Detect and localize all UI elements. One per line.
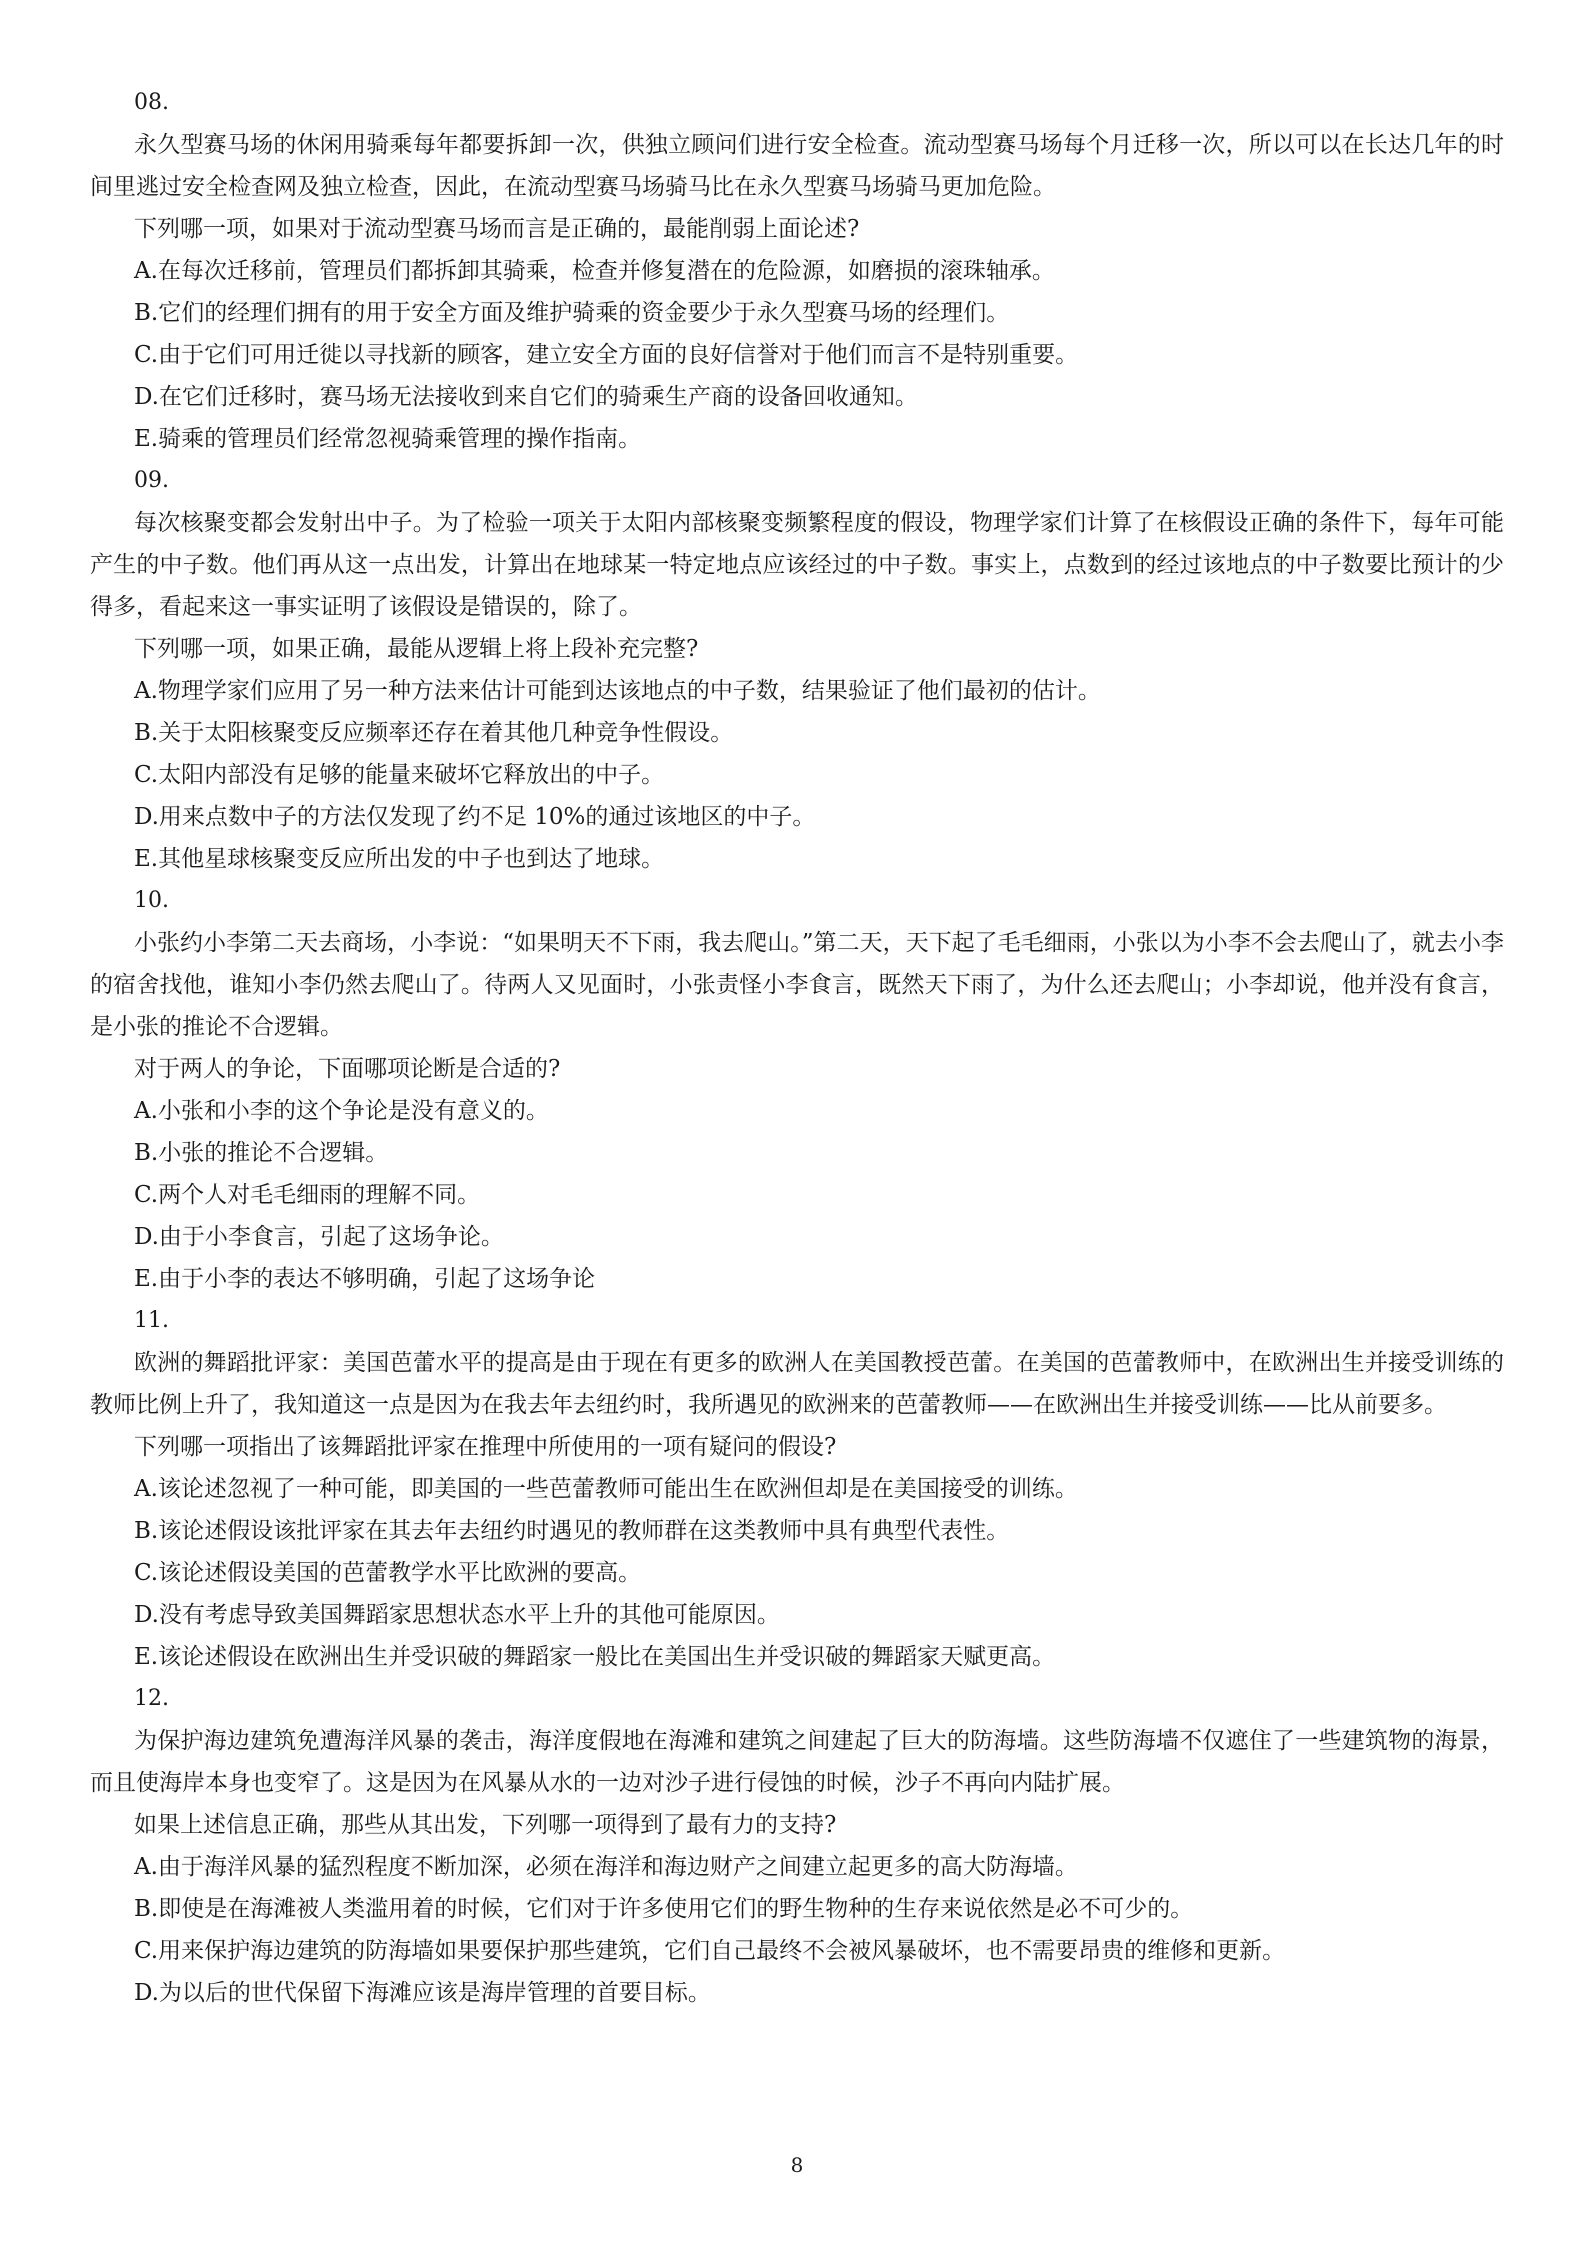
question-09 (90, 460, 1504, 880)
question-12 (90, 1678, 1504, 2014)
option-d: D.在它们迁移时，赛马场无法接收到来自它们的骑乘生产商的设备回收通知。 (134, 384, 918, 410)
option-c: C.该论述假设美国的芭蕾教学水平比欧洲的要高。 (134, 1560, 642, 1586)
option-a: A.小张和小李的这个争论是没有意义的。 (134, 1098, 549, 1124)
option-list (90, 670, 1504, 880)
page-number: 8 (790, 2153, 804, 2177)
option-list (90, 1090, 1504, 1300)
question-number: 09. (134, 468, 169, 493)
option-list (90, 1468, 1504, 1678)
option-c: C.由于它们可用迁徙以寻找新的顾客，建立安全方面的良好信誉对于他们而言不是特别重要。 (134, 342, 1079, 368)
question-prompt: 下列哪一项指出了该舞蹈批评家在推理中所使用的一项有疑问的假设? (134, 1434, 837, 1460)
option-e: E.该论述假设在欧洲出生并受识破的舞蹈家一般比在美国出生并受识破的舞蹈家天赋更高。 (134, 1644, 1056, 1670)
question-text: 每次核聚变都会发射出中子。为了检验一项关于太阳内部核聚变频繁程度的假设，物理学家们计算了在核假设正确的条件下，每年可能产生的中子数。他们再从这一点出发，计算出在地球某一特定地点应该经过的中子数。事实上，点数到的经过该地点的中子数要比预计的少得多，看起来这一事实证明了该假设是错误的，除了。 (90, 510, 1504, 620)
question-11 (90, 1300, 1504, 1678)
question-prompt: 下列哪一项，如果对于流动型赛马场而言是正确的，最能削弱上面论述? (134, 216, 860, 242)
question-prompt: 如果上述信息正确，那些从其出发，下列哪一项得到了最有力的支持? (134, 1812, 837, 1838)
option-a: A.物理学家们应用了另一种方法来估计可能到达该地点的中子数，结果验证了他们最初的估计。 (134, 678, 1101, 704)
question-number: 11. (134, 1308, 169, 1333)
option-e: E.骑乘的管理员们经常忽视骑乘管理的操作指南。 (134, 426, 642, 452)
option-c: C.两个人对毛毛细雨的理解不同。 (134, 1182, 481, 1208)
question-number: 08. (134, 90, 169, 115)
option-b: B.小张的推论不合逻辑。 (134, 1140, 389, 1166)
option-b: B.该论述假设该批评家在其去年去纽约时遇见的教师群在这类教师中具有典型代表性。 (134, 1518, 1010, 1544)
option-b: B.即使是在海滩被人类滥用着的时候，它们对于许多使用它们的野生物种的生存来说依然是必不可少的。 (134, 1896, 1194, 1922)
question-prompt: 下列哪一项，如果正确，最能从逻辑上将上段补充完整? (134, 636, 699, 662)
option-d: D.为以后的世代保留下海滩应该是海岸管理的首要目标。 (134, 1980, 711, 2006)
option-b: B.关于太阳核聚变反应频率还存在着其他几种竞争性假设。 (134, 720, 734, 746)
option-a: A.由于海洋风暴的猛烈程度不断加深，必须在海洋和海边财产之间建立起更多的高大防海墙。 (134, 1854, 1078, 1880)
option-e: E.其他星球核聚变反应所出发的中子也到达了地球。 (134, 846, 665, 872)
option-c: C.用来保护海边建筑的防海墙如果要保护那些建筑，它们自己最终不会被风暴破坏，也不需要昂贵的维修和更新。 (134, 1938, 1286, 1964)
option-list (90, 250, 1504, 460)
option-a: A.在每次迁移前，管理员们都拆卸其骑乘，检查并修复潜在的危险源，如磨损的滚珠轴承。 (134, 258, 1055, 284)
option-a: A.该论述忽视了一种可能，即美国的一些芭蕾教师可能出生在欧洲但却是在美国接受的训练。 (134, 1476, 1078, 1502)
option-b: B.它们的经理们拥有的用于安全方面及维护骑乘的资金要少于永久型赛马场的经理们。 (134, 300, 1010, 326)
question-number: 12. (134, 1686, 169, 1711)
question-text: 欧洲的舞蹈批评家：美国芭蕾水平的提高是由于现在有更多的欧洲人在美国教授芭蕾。在美国的芭蕾教师中，在欧洲出生并接受训练的教师比例上升了，我知道这一点是因为在我去年去纽约时，我所遇见的欧洲来的芭蕾教师——在欧洲出生并接受训练——比从前要多。 (90, 1350, 1504, 1418)
option-d: D.没有考虑导致美国舞蹈家思想状态水平上升的其他可能原因。 (134, 1602, 780, 1628)
question-text: 为保护海边建筑免遭海洋风暴的袭击，海洋度假地在海滩和建筑之间建起了巨大的防海墙。这些防海墙不仅遮住了一些建筑物的海景，而且使海岸本身也变窄了。这是因为在风暴从水的一边对沙子进行侵蚀的时候，沙子不再向内陆扩展。 (90, 1728, 1504, 1796)
question-number: 10. (134, 888, 169, 913)
option-list (90, 1846, 1504, 2014)
option-e: E.由于小李的表达不够明确，引起了这场争论 (134, 1266, 596, 1292)
question-text: 永久型赛马场的休闲用骑乘每年都要拆卸一次，供独立顾问们进行安全检查。流动型赛马场每个月迁移一次，所以可以在长达几年的时间里逃过安全检查网及独立检查，因此，在流动型赛马场骑马比在永久型赛马场骑马更加危险。 (90, 132, 1504, 200)
question-prompt: 对于两人的争论，下面哪项论断是合适的? (134, 1056, 561, 1082)
option-d: D.由于小李食言，引起了这场争论。 (134, 1224, 504, 1250)
question-text: 小张约小李第二天去商场，小李说：“如果明天不下雨，我去爬山。”第二天，天下起了毛毛细雨，小张以为小李不会去爬山了，就去小李的宿舍找他，谁知小李仍然去爬山了。待两人又见面时，小张责怪小李食言，既然天下雨了，为什么还去爬山；小李却说，他并没有食言，是小张的推论不合逻辑。 (90, 930, 1504, 1040)
question-08 (90, 82, 1504, 460)
option-c: C.太阳内部没有足够的能量来破坏它释放出的中子。 (134, 762, 665, 788)
question-10 (90, 880, 1504, 1300)
option-d: D.用来点数中子的方法仅发现了约不足 10%的通过该地区的中子。 (134, 804, 816, 830)
